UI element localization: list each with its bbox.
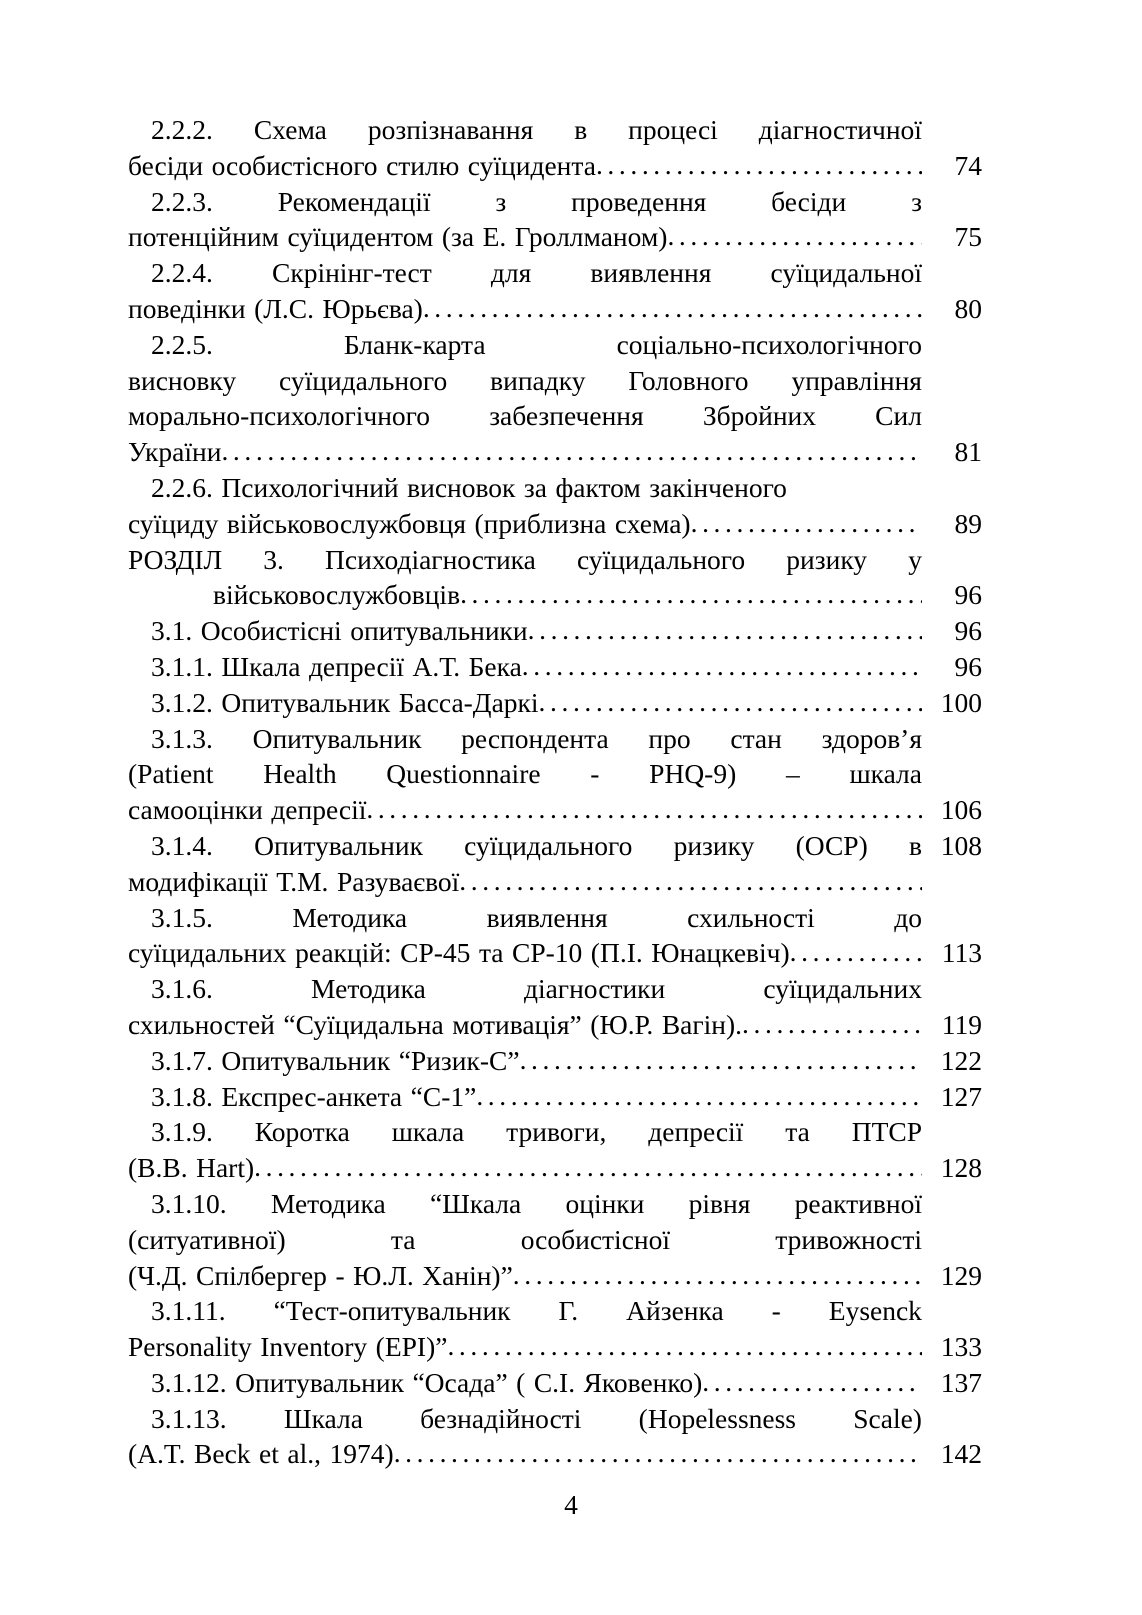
toc-entry[interactable] xyxy=(128,1401,984,1473)
toc-entry-word: (за xyxy=(441,221,475,253)
toc-entry-word: Personality xyxy=(128,1331,252,1363)
toc-entry[interactable] xyxy=(128,470,984,542)
toc-page-number[interactable]: 96 xyxy=(954,650,982,682)
toc-entry-word: потенційним xyxy=(128,221,279,253)
toc-entry-word: Ю.Л. xyxy=(353,1259,414,1291)
toc-entry-lines xyxy=(128,828,922,900)
toc-page-number[interactable]: 113 xyxy=(941,937,982,969)
toc-entry-word: висновок xyxy=(407,471,516,503)
toc-entry[interactable] xyxy=(128,327,984,470)
toc-entry-word: Разуваєвої xyxy=(336,865,460,897)
toc-entry-word: проведення xyxy=(571,185,707,217)
toc-entry-word: Бека xyxy=(468,650,522,682)
toc-entry-number: 3.1.11. xyxy=(151,1295,226,1327)
toc-entry-word: шкала xyxy=(391,1116,465,1148)
toc-entry-number: 3.1. xyxy=(151,615,193,647)
toc-entry-word: Юнацкевіч) xyxy=(651,937,790,969)
toc-entry-number: 3.1.4. xyxy=(151,829,213,861)
toc-entry-line xyxy=(128,1222,922,1258)
toc-entry-word: et xyxy=(259,1438,279,1470)
toc-entry-word: Сил xyxy=(875,400,922,432)
toc-entry-word: оцінки xyxy=(565,1187,645,1219)
dot-leader xyxy=(254,1149,922,1185)
toc-entry-lines xyxy=(128,1114,922,1186)
toc-page-number[interactable]: 108 xyxy=(940,829,982,861)
toc-entry-word: реактивної xyxy=(794,1187,922,1219)
dot-leader xyxy=(702,1364,922,1400)
toc-entry-number: 3.1.2. xyxy=(151,686,213,718)
toc-entry-word: Експрес-анкета xyxy=(221,1080,403,1112)
toc-entry-number: 3.1.10. xyxy=(151,1187,227,1219)
toc-entry-word: (Patient xyxy=(128,758,214,790)
toc-entry-word: Юрьєва) xyxy=(322,292,423,324)
toc-entry-line xyxy=(128,613,922,649)
toc-entry-word: суїцидального xyxy=(464,829,633,861)
toc-entry-number: 3.1.3. xyxy=(151,722,213,754)
toc-entry-line xyxy=(128,434,922,470)
toc-page-number[interactable]: 129 xyxy=(940,1259,982,1291)
toc-entry-line xyxy=(128,291,922,327)
toc-entry-lines xyxy=(128,327,922,470)
toc-entry[interactable] xyxy=(128,613,984,649)
toc-entry-word: поведінки xyxy=(128,292,246,324)
toc-entry[interactable] xyxy=(128,685,984,721)
toc-entry-line xyxy=(128,900,922,936)
toc-entry-word: Скрінінг-тест xyxy=(272,257,432,289)
toc-entry-number: 3.1.7. xyxy=(151,1044,213,1076)
toc-entry-word: Бланк-карта xyxy=(343,328,486,360)
toc-entry-line xyxy=(128,685,922,721)
toc-entry-word: опитувальники xyxy=(350,615,528,647)
toc-entry-word: PHQ-9) xyxy=(649,758,737,790)
toc-entry[interactable] xyxy=(128,900,984,972)
toc-entry-word: (Л.С. xyxy=(254,292,314,324)
toc-entry-word: Вагін). xyxy=(661,1008,743,1040)
toc-entry-word: ( xyxy=(516,1366,526,1398)
toc-entry-word: процесі xyxy=(628,114,718,145)
toc-entry-word: (B.B. xyxy=(128,1152,188,1184)
toc-entry-word: та xyxy=(478,937,504,969)
toc-entry-word: Методика xyxy=(311,973,426,1005)
toc-entry-word: про xyxy=(648,722,691,754)
toc-entry-word: - xyxy=(335,1259,345,1291)
toc-entry-word: 1974) xyxy=(329,1438,394,1470)
toc-entry-word: модифікації xyxy=(128,865,268,897)
toc-entry-number: 3.1.5. xyxy=(151,901,213,933)
toc-entry-lines xyxy=(128,1043,922,1079)
toc-entry-line xyxy=(128,1186,922,1222)
toc-entry-word: військовослужбовців xyxy=(213,579,461,611)
toc-entry-word: респондента xyxy=(461,722,609,754)
toc-entry-word: здоров’я xyxy=(821,722,922,754)
toc-entry-word: Шкала xyxy=(221,650,301,682)
toc-entry[interactable] xyxy=(128,184,984,256)
toc-entry-word: Психодіагностика xyxy=(325,543,536,575)
toc-entry-line xyxy=(128,971,922,1007)
toc-page-number[interactable]: 96 xyxy=(954,615,982,647)
toc-entry-line xyxy=(128,398,922,434)
toc-entry-word: “Шкала xyxy=(429,1187,522,1219)
toc-entry-lines xyxy=(128,1079,922,1115)
toc-entry-word: мотивація” xyxy=(452,1008,582,1040)
toc-entry-word: суїцидента xyxy=(467,149,596,181)
toc-entry-word: Опитувальник xyxy=(221,686,391,718)
toc-entry-lines xyxy=(128,900,922,972)
toc-entry-word: в xyxy=(574,114,588,145)
toc-entry-line xyxy=(128,255,922,291)
toc-entry-word: - xyxy=(771,1295,781,1327)
toc-page-number[interactable]: 74 xyxy=(954,149,982,181)
toc-entry-word: Гроллманом) xyxy=(514,221,668,253)
toc-page-number[interactable]: 122 xyxy=(940,1044,982,1076)
toc-page-number[interactable]: 128 xyxy=(940,1152,982,1184)
toc-entry-word: депресії xyxy=(308,650,404,682)
toc-entry-word: депресії xyxy=(271,794,367,826)
toc-entry-number: 2.2.5. xyxy=(151,328,213,360)
toc-entry-line xyxy=(128,1436,922,1472)
toc-entry[interactable] xyxy=(128,1365,984,1401)
toc-entry-line xyxy=(128,184,922,220)
dot-leader xyxy=(596,147,922,183)
toc-entry-word: А.Т. xyxy=(412,650,461,682)
toc-entry-lines xyxy=(128,1293,922,1365)
toc-entry-word: – xyxy=(785,758,800,790)
toc-entry-word: суїцидентом xyxy=(287,221,434,253)
toc-entry-line xyxy=(128,1150,922,1186)
toc-entry-word: суїцидальної xyxy=(770,257,922,289)
toc-entry-word: Beck xyxy=(194,1438,251,1470)
toc-page-number[interactable]: 89 xyxy=(954,507,982,539)
toc-entry[interactable] xyxy=(128,1186,984,1293)
toc-entry-word: Рекомендації xyxy=(277,185,431,217)
page-folio-number: 4 xyxy=(564,1489,578,1520)
toc-entry-word: Опитувальник xyxy=(235,1366,404,1398)
toc-entry-lines xyxy=(128,721,922,828)
toc-entry-word: (Ю.Р. xyxy=(590,1008,654,1040)
toc-entry-word: військовослужбовця xyxy=(226,507,467,539)
toc-entry-word: - xyxy=(590,758,600,790)
toc-entry-word: (ОСР) xyxy=(795,829,868,861)
toc-entry-line xyxy=(128,327,922,363)
toc-entry-line xyxy=(128,1007,922,1043)
toc-entry-number: 3.1.8. xyxy=(151,1080,213,1112)
toc-entry-word: виявлення xyxy=(590,257,712,289)
toc-entry-word: Басса-Даркі xyxy=(398,686,539,718)
toc-entry-word: та xyxy=(785,1116,810,1148)
toc-entry-word: суїцидальних xyxy=(763,973,922,1005)
toc-entry-word: Eysenck xyxy=(828,1295,922,1327)
toc-entry-line xyxy=(128,792,922,828)
toc-entry-word: (Ч.Д. xyxy=(128,1259,188,1291)
toc-entry-word: з xyxy=(911,185,922,217)
toc-entry-word: Методика xyxy=(270,1187,386,1219)
toc-entry-line xyxy=(128,1401,922,1437)
toc-entry-number: 3.1.6. xyxy=(151,973,213,1005)
toc-entry-word: для xyxy=(490,257,532,289)
dot-leader xyxy=(394,1435,922,1471)
toc-entry-word: України xyxy=(128,436,222,468)
toc-entry-line xyxy=(128,1329,922,1365)
toc-entry-word: Збройних xyxy=(702,400,816,432)
toc-entry[interactable] xyxy=(128,828,984,900)
toc-entry-word: реакцій: xyxy=(295,937,392,969)
toc-entry-word: схильностей xyxy=(128,1008,275,1040)
toc-entry-word: висновку xyxy=(128,364,237,396)
toc-entry-lines xyxy=(128,184,922,256)
toc-entry-lines xyxy=(128,649,922,685)
dot-leader xyxy=(520,1042,922,1078)
toc-entry-word: у xyxy=(908,543,922,575)
toc-entry-word: забезпечення xyxy=(489,400,644,432)
toc-entry-word: діагностики xyxy=(523,973,666,1005)
toc-entry[interactable] xyxy=(128,542,984,614)
toc-entry-line xyxy=(128,363,922,399)
toc-entry-word: Методика xyxy=(292,901,408,933)
dot-leader xyxy=(366,791,922,827)
toc-page-number[interactable]: 119 xyxy=(941,1008,982,1040)
toc-entry[interactable] xyxy=(128,971,984,1043)
toc-entry-word: закінченого xyxy=(649,471,787,503)
toc-entry-word: Hart) xyxy=(196,1152,255,1184)
toc-entry-lines xyxy=(128,685,922,721)
dot-leader xyxy=(790,934,922,970)
toc-entry-word: тривоги, xyxy=(506,1116,607,1148)
toc-entry-word: СР-10 xyxy=(512,937,583,969)
toc-entry-lines xyxy=(128,1401,922,1473)
toc-entry-number: 2.2.4. xyxy=(151,257,213,289)
toc-entry-word: Шкала xyxy=(283,1402,363,1434)
toc-entry-word: Ханін)” xyxy=(422,1259,513,1291)
toc-entry-line xyxy=(128,721,922,757)
toc-page-number[interactable]: 142 xyxy=(940,1438,982,1470)
toc-entry-word: Г. xyxy=(558,1295,579,1327)
toc-entry-line xyxy=(128,1258,922,1294)
toc-entry-word: морально-психологічного xyxy=(128,400,431,432)
toc-entry-number: 3.1.9. xyxy=(151,1116,213,1148)
toc-entry-word: “Суїцидальна xyxy=(283,1008,444,1040)
toc-entry-word: схема) xyxy=(614,507,691,539)
toc-entry-word: управління xyxy=(791,364,922,396)
toc-entry-word: (EPI)” xyxy=(375,1331,448,1363)
toc-entry-line xyxy=(128,1365,922,1401)
toc-entry-word: з xyxy=(495,185,507,217)
toc-entry-word: (A.T. xyxy=(128,1438,186,1470)
toc-entry-word: Схема xyxy=(253,114,327,145)
toc-entry-word: Опитувальник xyxy=(254,829,423,861)
toc-entry-word: схильності xyxy=(687,901,815,933)
toc-entry-line xyxy=(128,542,922,578)
toc-entry-word: 3. xyxy=(263,543,284,575)
toc-entry-word: Айзенка xyxy=(626,1295,724,1327)
toc-entry-word: Questionnaire xyxy=(386,758,541,790)
dot-leader xyxy=(522,648,922,684)
toc-page-number[interactable]: 106 xyxy=(940,794,982,826)
toc-entry-word: “Тест-опитувальник xyxy=(273,1295,511,1327)
toc-entry[interactable] xyxy=(128,1114,984,1186)
toc-entry-line xyxy=(128,864,922,900)
toc-entry-number: РОЗДІЛ xyxy=(128,543,223,575)
toc-entry-line xyxy=(128,935,922,971)
toc-entry-lines xyxy=(128,1186,922,1293)
toc-entry-word: шкала xyxy=(849,758,922,790)
toc-entry-line xyxy=(128,1079,922,1115)
toc-entry-word: бесіди xyxy=(771,185,847,217)
toc-entry[interactable] xyxy=(128,1293,984,1365)
toc-page-number[interactable]: 137 xyxy=(940,1366,982,1398)
dot-leader xyxy=(460,576,922,612)
toc-entry-word: Inventory xyxy=(260,1331,368,1363)
toc-entry-word: суїцидального xyxy=(279,364,448,396)
toc-entry-line xyxy=(128,470,922,506)
toc-entry-word: суїциду xyxy=(128,507,219,539)
toc-entry[interactable] xyxy=(128,721,984,828)
toc-entry-word: самооцінки xyxy=(128,794,263,826)
toc-entry-word: “Осада” xyxy=(412,1366,508,1398)
toc-entry-word: тривожності xyxy=(775,1223,922,1255)
toc-entry-word: Опитувальник xyxy=(252,722,422,754)
toc-entry-number: 2.2.2. xyxy=(151,114,213,145)
toc-entry-word: до xyxy=(894,901,922,933)
toc-entry-number: 2.2.6. xyxy=(151,471,213,503)
toc-entry-word: (ситуативної) xyxy=(128,1223,286,1255)
toc-entry[interactable] xyxy=(128,1043,984,1079)
toc-entry-lines xyxy=(128,971,922,1043)
toc-entry-line xyxy=(128,112,922,148)
dot-leader xyxy=(528,612,922,648)
dot-leader xyxy=(447,1328,922,1364)
toc-entry-word: Спілбергер xyxy=(196,1259,327,1291)
toc-entry-line xyxy=(128,577,922,613)
toc-entry-word: “С-1” xyxy=(410,1080,477,1112)
toc-entry-word: рівня xyxy=(688,1187,751,1219)
toc-entry-word: безнадійності xyxy=(420,1402,582,1434)
toc-entry-word: Психологічний xyxy=(221,471,399,503)
toc-entry-number: 2.2.3. xyxy=(151,185,213,217)
toc-entry-line xyxy=(128,1114,922,1150)
toc-entry-word: Особистісні xyxy=(200,615,342,647)
toc-page-number[interactable]: 127 xyxy=(940,1080,982,1112)
toc-entry[interactable] xyxy=(128,649,984,685)
toc-entry-lines xyxy=(128,470,922,542)
toc-entry-word: Е. xyxy=(482,221,507,253)
toc-entry-line xyxy=(128,756,922,792)
toc-entry-word: суїцидального xyxy=(576,543,746,575)
toc-entry-line xyxy=(128,828,922,864)
toc-page-number[interactable]: 133 xyxy=(940,1331,982,1363)
dot-leader xyxy=(221,433,922,469)
toc-entry-word: Health xyxy=(263,758,337,790)
toc-entry-word: Коротка xyxy=(254,1116,350,1148)
toc-page-number[interactable]: 100 xyxy=(940,686,982,718)
toc-entry-word: та xyxy=(390,1223,416,1255)
toc-entry-word: особистісного xyxy=(211,149,378,181)
toc-entry-word: діагностичної xyxy=(758,114,922,145)
toc-entry[interactable] xyxy=(128,255,984,327)
toc-entry[interactable] xyxy=(128,112,984,184)
toc-page-number[interactable]: 96 xyxy=(954,579,982,611)
toc-page-number[interactable]: 80 xyxy=(954,292,982,324)
toc-entry-word: (П.І. xyxy=(590,937,643,969)
toc-entry-word: Яковенко) xyxy=(583,1366,703,1398)
toc-entry-word: “Ризик-С” xyxy=(398,1044,520,1076)
toc-entry-line xyxy=(128,219,922,255)
toc-entry-word: стан xyxy=(730,722,782,754)
toc-entry-word: стилю xyxy=(386,149,460,181)
toc-entry-word: депресії xyxy=(648,1116,744,1148)
toc-entry-word: Т.М. xyxy=(276,865,329,897)
toc-entry-lines xyxy=(128,112,922,184)
toc-entry-line xyxy=(128,1043,922,1079)
toc-page-number[interactable]: 81 xyxy=(954,436,982,468)
toc-entry-number: 3.1.13. xyxy=(151,1402,227,1434)
toc-entry-word: за xyxy=(523,471,547,503)
toc-entry-word: С.І. xyxy=(533,1366,576,1398)
dot-leader xyxy=(476,1078,922,1114)
toc-entry-word: особистісної xyxy=(520,1223,671,1255)
toc-entry-word: ПТСР xyxy=(851,1116,922,1148)
toc-entry-word: бесіди xyxy=(128,149,204,181)
toc-entry-word: (приблизна xyxy=(474,507,607,539)
toc-page-number[interactable]: 75 xyxy=(954,221,982,253)
toc-entry-word: Опитувальник xyxy=(221,1044,391,1076)
dot-leader xyxy=(513,1257,922,1293)
toc-entry-word: (Hopelessness xyxy=(638,1402,797,1434)
dot-leader xyxy=(691,505,922,541)
toc-entry-word: суїцидальних xyxy=(128,937,287,969)
toc-entry-number: 3.1.12. xyxy=(151,1366,227,1398)
toc-entry-word: ризику xyxy=(786,543,868,575)
dot-leader xyxy=(539,684,922,720)
toc-entry-line xyxy=(128,1293,922,1329)
toc-entry-word: al., xyxy=(287,1438,322,1470)
toc-entry-word: СР-45 xyxy=(400,937,471,969)
toc-entry-word: в xyxy=(909,829,922,861)
toc-entry-line xyxy=(128,148,922,184)
toc-entry[interactable] xyxy=(128,1079,984,1115)
dot-leader xyxy=(667,218,922,254)
toc-entry-word: Scale) xyxy=(853,1402,922,1434)
dot-leader xyxy=(423,290,922,326)
dot-leader xyxy=(459,863,922,899)
dot-leader xyxy=(742,1006,922,1042)
toc-entry-lines xyxy=(128,613,922,649)
table-of-contents xyxy=(128,112,984,1472)
toc-entry-lines xyxy=(128,255,922,327)
toc-entry-word: ризику xyxy=(673,829,755,861)
toc-entry-word: виявлення xyxy=(486,901,608,933)
toc-entry-number: 3.1.1. xyxy=(151,650,213,682)
toc-entry-word: випадку xyxy=(490,364,586,396)
toc-entry-word: соціально-психологічного xyxy=(616,328,922,360)
toc-entry-lines xyxy=(128,542,922,614)
toc-entry-word: фактом xyxy=(555,471,641,503)
toc-entry-line xyxy=(128,506,922,542)
toc-entry-lines xyxy=(128,1365,922,1401)
toc-entry-word: розпізнавання xyxy=(367,114,534,145)
toc-entry-word: Головного xyxy=(628,364,749,396)
toc-entry-line xyxy=(128,649,922,685)
